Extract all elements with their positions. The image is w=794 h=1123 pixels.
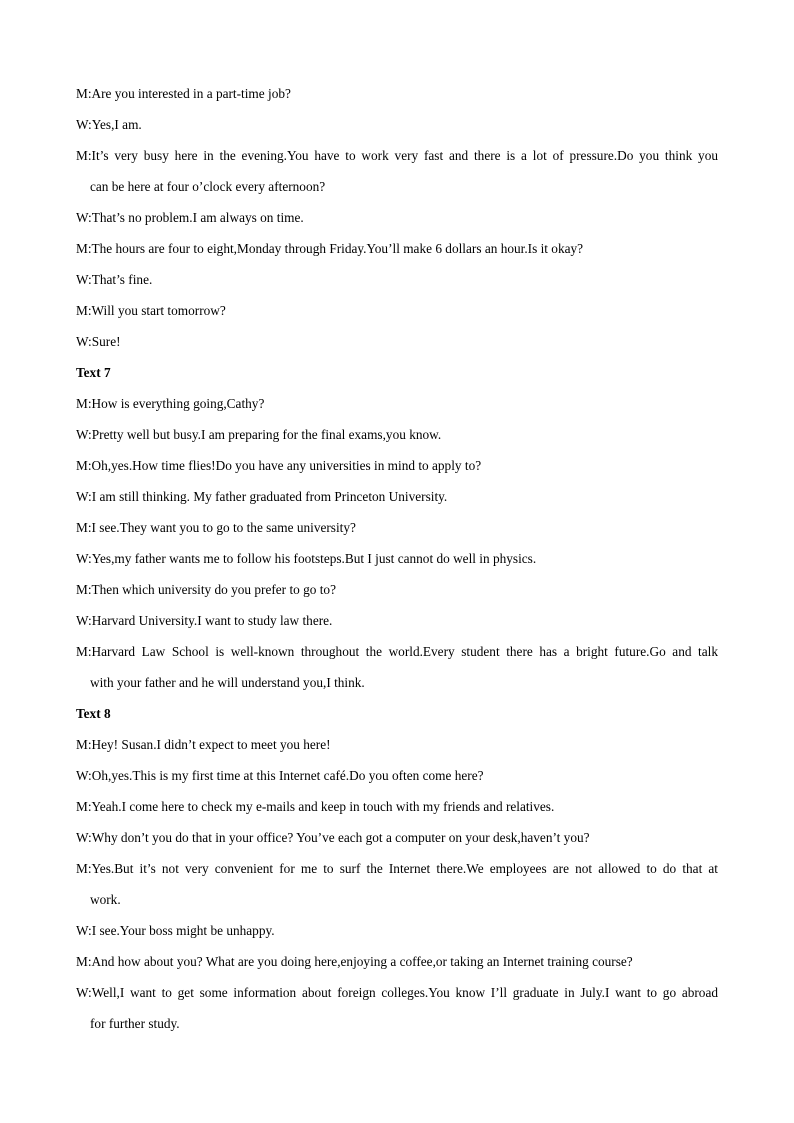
dialogue-line: W:That’s no problem.I am always on time. (76, 210, 304, 225)
dialogue-line: W:I am still thinking. My father graduated from Princeton University. (76, 489, 448, 504)
dialogue-line: M:Hey! Susan.I didn’t expect to meet you here! (76, 737, 331, 752)
dialogue-line: W:Well,I want to get some information about foreign colleges.You know I’ll graduate in July.I want to go abroad (76, 985, 718, 1000)
dialogue-line: M:Yes.But it’s not very convenient for me to surf the Internet there.We employees are not allowed to do that at (76, 861, 718, 876)
dialogue-line: M:The hours are four to eight,Monday through Friday.You’ll make 6 dollars an hour.Is it okay? (76, 241, 584, 256)
section-heading-text-7: Text 7 (76, 365, 111, 380)
document-page (76, 78, 718, 1039)
dialogue-line: M:Are you interested in a part-time job? (76, 86, 291, 101)
dialogue-line: M:Yeah.I come here to check my e-mails and keep in touch with my friends and relatives. (76, 799, 555, 814)
dialogue-line-continuation: for further study. (90, 1016, 180, 1031)
dialogue-line: W:Yes,my father wants me to follow his footsteps.But I just cannot do well in physics. (76, 551, 537, 566)
dialogue-line: W:Sure! (76, 334, 121, 349)
dialogue-line: W:Yes,I am. (76, 117, 142, 132)
dialogue-line-continuation: can be here at four o’clock every afternoon? (90, 179, 326, 194)
dialogue-line: M:It’s very busy here in the evening.You have to work very fast and there is a lot of pressure.Do you think you (76, 148, 718, 163)
dialogue-line: W:Oh,yes.This is my first time at this Internet café.Do you often come here? (76, 768, 484, 783)
dialogue-line: W:That’s fine. (76, 272, 153, 287)
dialogue-line: M:And how about you? What are you doing here,enjoying a coffee,or taking an Internet training course? (76, 954, 633, 969)
dialogue-line: M:How is everything going,Cathy? (76, 396, 265, 411)
dialogue-line: M:Oh,yes.How time flies!Do you have any universities in mind to apply to? (76, 458, 482, 473)
dialogue-line: W:I see.Your boss might be unhappy. (76, 923, 275, 938)
dialogue-line: M:Then which university do you prefer to go to? (76, 582, 336, 597)
dialogue-line-continuation: work. (90, 892, 121, 907)
dialogue-line: W:Harvard University.I want to study law there. (76, 613, 333, 628)
dialogue-line: M:I see.They want you to go to the same university? (76, 520, 356, 535)
section-heading-text-8: Text 8 (76, 706, 111, 721)
dialogue-line: W:Pretty well but busy.I am preparing for the final exams,you know. (76, 427, 442, 442)
dialogue-line-continuation: with your father and he will understand you,I think. (90, 675, 365, 690)
dialogue-line: W:Why don’t you do that in your office? You’ve each got a computer on your desk,haven’t you? (76, 830, 590, 845)
dialogue-line: M:Will you start tomorrow? (76, 303, 226, 318)
dialogue-line: M:Harvard Law School is well-known throughout the world.Every student there has a bright future.Go and talk (76, 644, 718, 659)
